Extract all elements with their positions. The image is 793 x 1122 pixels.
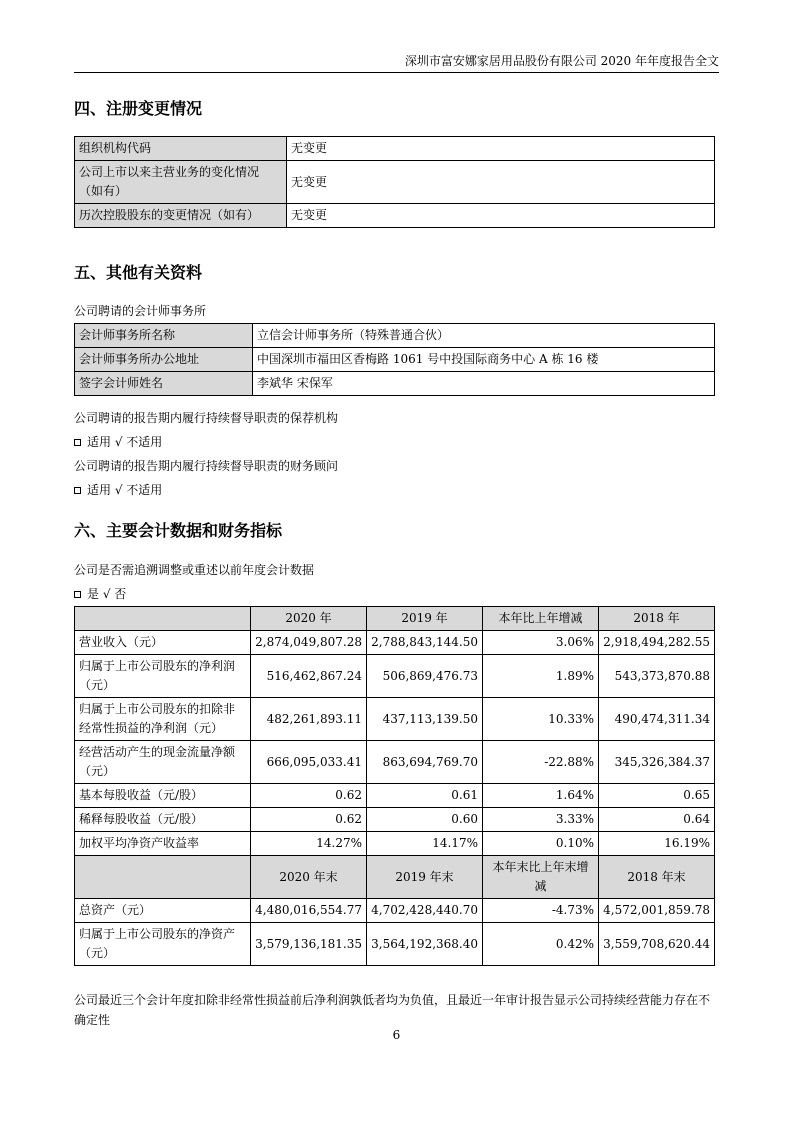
- cell-value: 3,559,708,620.44: [599, 923, 715, 966]
- cell-value: 3,564,192,368.40: [367, 923, 483, 966]
- cell-value: -4.73%: [483, 899, 599, 923]
- cell-value: 437,113,139.50: [367, 698, 483, 741]
- running-header: 深圳市富安娜家居用品股份有限公司 2020 年年度报告全文: [404, 54, 719, 68]
- cell-value: 4,480,016,554.77: [251, 899, 367, 923]
- column-header: 2019 年末: [367, 856, 483, 899]
- table-row: [75, 372, 715, 396]
- table-row: [75, 698, 715, 741]
- table-row: [75, 808, 715, 832]
- row-label: 归属于上市公司股东的净利润（元）: [75, 655, 251, 698]
- sponsor-text: 公司聘请的报告期内履行持续督导职责的保荐机构: [74, 411, 339, 425]
- cell-value: 516,462,867.24: [251, 655, 367, 698]
- column-header: 2018 年末: [599, 856, 715, 899]
- accounting-firm-intro: 公司聘请的会计师事务所: [74, 304, 207, 318]
- table-row: [75, 204, 715, 228]
- row-value: 无变更: [287, 161, 715, 204]
- cell-value: 0.42%: [483, 923, 599, 966]
- sponsor-option: [74, 433, 162, 450]
- column-header: 2020 年: [251, 607, 367, 631]
- cell-value: 345,326,384.37: [599, 741, 715, 784]
- cell-value: 0.60: [367, 808, 483, 832]
- cell-value: 0.10%: [483, 832, 599, 856]
- row-label: 签字会计师姓名: [75, 372, 253, 396]
- cell-value: 666,095,033.41: [251, 741, 367, 784]
- section-5-title: 五、其他有关资料: [74, 263, 203, 282]
- restatement-answer: [74, 585, 126, 602]
- table-row: [75, 741, 715, 784]
- cell-value: 4,702,428,440.70: [367, 899, 483, 923]
- header-rule: [74, 72, 719, 73]
- sponsor-option-text: 适用 √ 不适用: [87, 435, 163, 449]
- row-label: 总资产（元）: [75, 899, 251, 923]
- cell-value: 14.17%: [367, 832, 483, 856]
- row-value: 无变更: [287, 137, 715, 161]
- section-4-title: 四、注册变更情况: [74, 99, 203, 118]
- accounting-firm-table: [74, 323, 715, 396]
- cell-value: 14.27%: [251, 832, 367, 856]
- row-value: 李斌华 宋保军: [253, 372, 715, 396]
- table-row: [75, 137, 715, 161]
- table-row: [75, 161, 715, 204]
- cell-value: 2,788,843,144.50: [367, 631, 483, 655]
- row-label: 加权平均净资产收益率: [75, 832, 251, 856]
- table-row: [75, 655, 715, 698]
- cell-value: 2,918,494,282.55: [599, 631, 715, 655]
- row-label: 营业收入（元）: [75, 631, 251, 655]
- row-label: 公司上市以来主营业务的变化情况（如有）: [75, 161, 287, 204]
- advisor-option-text: 适用 √ 不适用: [87, 483, 163, 497]
- checkbox-icon: [74, 487, 81, 494]
- row-label: 归属于上市公司股东的净资产（元）: [75, 923, 251, 966]
- financial-indicators-table: [74, 606, 715, 966]
- restatement-answer-text: 是 √ 否: [87, 587, 127, 601]
- cell-value: 10.33%: [483, 698, 599, 741]
- table-row: [75, 348, 715, 372]
- cell-value: 2,874,049,807.28: [251, 631, 367, 655]
- row-label: 基本每股收益（元/股）: [75, 784, 251, 808]
- table-row: [75, 899, 715, 923]
- advisor-text: 公司聘请的报告期内履行持续督导职责的财务顾问: [74, 459, 339, 473]
- row-value: 立信会计师事务所（特殊普通合伙）: [253, 324, 715, 348]
- row-value: 无变更: [287, 204, 715, 228]
- cell-value: 490,474,311.34: [599, 698, 715, 741]
- cell-value: 0.64: [599, 808, 715, 832]
- cell-value: 0.62: [251, 808, 367, 832]
- row-label: 会计师事务所名称: [75, 324, 253, 348]
- registration-change-table: [74, 136, 715, 228]
- restatement-question: 公司是否需追溯调整或重述以前年度会计数据: [74, 563, 315, 577]
- cell-value: 16.19%: [599, 832, 715, 856]
- checkbox-icon: [74, 591, 81, 598]
- section-6-title: 六、主要会计数据和财务指标: [74, 521, 283, 540]
- row-label: 稀释每股收益（元/股）: [75, 808, 251, 832]
- cell-value: 863,694,769.70: [367, 741, 483, 784]
- row-label: 历次控股股东的变更情况（如有）: [75, 204, 287, 228]
- cell-value: 482,261,893.11: [251, 698, 367, 741]
- row-label: 经营活动产生的现金流量净额（元）: [75, 741, 251, 784]
- table-row: [75, 324, 715, 348]
- table-header-row: [75, 856, 715, 899]
- cell-value: 0.62: [251, 784, 367, 808]
- cell-value: 1.64%: [483, 784, 599, 808]
- cell-value: 543,373,870.88: [599, 655, 715, 698]
- row-value: 中国深圳市福田区香梅路 1061 号中投国际商务中心 A 栋 16 楼: [253, 348, 715, 372]
- advisor-option: [74, 481, 162, 498]
- checkbox-icon: [74, 439, 81, 446]
- table-row: [75, 832, 715, 856]
- cell-value: 3,579,136,181.35: [251, 923, 367, 966]
- cell-value: 506,869,476.73: [367, 655, 483, 698]
- cell-value: -22.88%: [483, 741, 599, 784]
- column-header: [75, 856, 251, 899]
- page-number: 6: [392, 1028, 401, 1042]
- cell-value: 1.89%: [483, 655, 599, 698]
- column-header: 2018 年: [599, 607, 715, 631]
- row-label: 归属于上市公司股东的扣除非经常性损益的净利润（元）: [75, 698, 251, 741]
- column-header: 2019 年: [367, 607, 483, 631]
- column-header: 本年比上年增减: [483, 607, 599, 631]
- row-label: 会计师事务所办公地址: [75, 348, 253, 372]
- table-row: [75, 784, 715, 808]
- column-header: [75, 607, 251, 631]
- cell-value: 3.06%: [483, 631, 599, 655]
- table-row: [75, 631, 715, 655]
- table-row: [75, 923, 715, 966]
- cell-value: 0.61: [367, 784, 483, 808]
- table-header-row: [75, 607, 715, 631]
- column-header: 本年末比上年末增减: [483, 856, 599, 899]
- cell-value: 4,572,001,859.78: [599, 899, 715, 923]
- cell-value: 3.33%: [483, 808, 599, 832]
- cell-value: 0.65: [599, 784, 715, 808]
- column-header: 2020 年末: [251, 856, 367, 899]
- row-label: 组织机构代码: [75, 137, 287, 161]
- going-concern-footnote: 公司最近三个会计年度扣除非经常性损益前后净利润孰低者均为负值，且最近一年审计报告显示公司持续经营能力存在不确定性: [74, 993, 711, 1027]
